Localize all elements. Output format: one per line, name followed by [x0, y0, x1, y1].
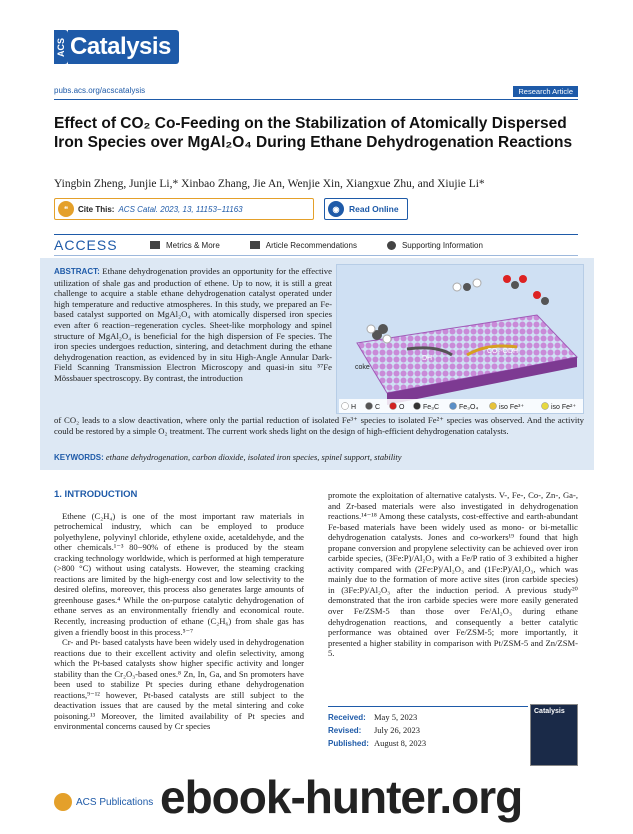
legend-label: O	[399, 404, 405, 411]
watermark: ebook-hunter.org	[160, 771, 523, 823]
abstract-text-bottom: of CO₂ leads to a slow deactivation, where only the partial reduction of isolated Fe³⁺ species to isolated Fe²⁺ species was observed. And the activity could be restored by a simple O₂ treatment. The current work sheds light on the design of high-efficient dehydrogenation catalysts.	[54, 415, 584, 436]
recommendations-link[interactable]	[250, 241, 357, 250]
metrics-label: Metrics & More	[166, 240, 220, 250]
acs-seal-icon	[54, 793, 72, 811]
legend-swatch	[414, 403, 421, 410]
intro-paragraph-3: promote the exploitation of alternative catalysts. V-, Fe-, Co-, Zn-, Ga-, and Zr-based materials were also investigated in dehydrogenation reactions.¹⁴⁻¹⁸ Among these catalysts, cost-effective and earth-abundant Fe-based materials have been widely used as mono- or bi-metallic dehydrogenation catalysts. Jones and co-workers¹⁹ found that high propane conversion and propylene selectivity can be achieved over iron carbide species, (3Fe:P)/Al₂O₃ with a Fe/P ratio of 3 exhibited a higher activity compared with (2Fe:P)/Al₂O₃ and (1Fe:P)/Al₂O₃, which was mainly due to the formation of more active sites (iron carbide species) in (3Fe:P)/Al₂O₃ after the induction period. A previous study²⁰ demonstrated that the iron carbide species were more easily generated over Fe/ZSM-5 than those over Fe/Al₂O₃ during ethane dehydrogenation reactions, and consequently a better catalytic performance was obtained over Fe/ZSM-5; more importantly, it presented a higher stability in comparison with Pt/ZSM-5 and Zn/ZSM-5.	[328, 490, 578, 659]
legend-swatch	[542, 403, 549, 410]
received-label: Received:	[328, 713, 366, 722]
revised-row	[328, 724, 528, 737]
published-row	[328, 737, 528, 750]
bar-chart-icon	[150, 241, 160, 249]
cite-label: Cite This:	[78, 204, 115, 214]
abstract-body-top: Ethane dehydrogenation provides an opportunity for the effective utilization of shale gas and production of ethene. Up to now, it is still a great challenge to acquire a stable ethane dehydrogenation catalyst operated under high temperature and reductive atmospheres. In this study, we prepared an Fe-based catalyst supported on MgAl₂O₄ with atomically dispersed iron species even after 6 reaction−regeneration cycles. Sheet-like morphology and spinel structure of MgAl₂O₄ is beneficial for the high dispersion of Fe species. The iron species undergoes reduction, sintering, and detachment during the ethane dehydrogenation reaction, as evidenced by in situ High-Angle Annular Dark-Field Scanning Transmission Electron Microscopy and quasi-in situ ⁵⁷Fe Mössbauer spectroscopy. By contrast, the introduction	[54, 266, 332, 383]
legend-label: Fe₃O₄	[459, 404, 479, 411]
logo-prefix: ACS	[54, 30, 68, 64]
toc-legend	[339, 399, 583, 413]
left-column	[54, 490, 304, 732]
metrics-link[interactable]	[150, 241, 220, 250]
journal-cover-thumbnail[interactable]	[530, 704, 578, 766]
journal-url-bar	[54, 86, 578, 98]
toc-graphic	[336, 264, 584, 414]
supporting-info-link[interactable]	[387, 241, 483, 250]
legend-swatch	[342, 403, 349, 410]
si-icon	[387, 241, 396, 250]
legend-label: H	[351, 404, 357, 411]
cover-title: Catalysis	[534, 708, 565, 715]
abstract-label: ABSTRACT:	[54, 267, 100, 276]
access-label: ACCESS	[54, 237, 118, 253]
recommendations-label: Article Recommendations	[265, 240, 357, 250]
keywords-line	[54, 452, 402, 462]
intro-heading: 1. INTRODUCTION	[54, 489, 138, 500]
abstract-panel	[40, 258, 594, 470]
right-column	[328, 490, 578, 659]
journal-logo[interactable]	[54, 30, 179, 64]
legend-label: iso Fe³⁺	[499, 404, 525, 411]
history-dates	[328, 706, 528, 750]
toc-illustration	[337, 265, 584, 414]
journal-url[interactable]: pubs.acs.org/acscatalysis	[54, 86, 146, 95]
toc-label-dh: DH	[422, 355, 433, 362]
author-list: Yingbin Zheng, Junjie Li,* Xinbao Zhang, Jie An, Wenjie Xin, Xiangxue Zhu, and Xiujie Li*	[54, 178, 485, 190]
header-rule	[54, 99, 578, 100]
published-date: August 8, 2023	[374, 738, 427, 748]
intro-paragraph-2: Cr- and Pt- based catalysts have been widely used in dehydrogenation reactions due to their excellent activity and olefin selectivity, among which the Pt-based catalysts show higher specific activity and longer stability than the Cr₂O₃-based ones.⁸ Zn, In, Ga, and Sn promoters have been used to stabilize Pt species during ethane dehydrogenation reactions,⁹⁻¹² however, Pt-based catalysts are still subject to the deactivation issues that are caused by the metal sintering and coke poisoning.¹³ Moreover, the limited availability of Pt species and environmental concerns caused by Cr species	[54, 637, 304, 732]
received-date: May 5, 2023	[374, 712, 418, 722]
revised-date: July 26, 2023	[374, 725, 421, 735]
cite-reference: ACS Catal. 2023, 13, 11153−11163	[118, 204, 243, 214]
toc-label-coke: coke	[355, 364, 370, 371]
logo-name: Catalysis	[68, 30, 179, 64]
globe-icon: ◉	[328, 201, 344, 217]
read-online-label: Read Online	[349, 204, 399, 214]
document-icon	[250, 241, 260, 249]
legend-swatch	[450, 403, 457, 410]
supporting-label: Supporting Information	[401, 240, 483, 250]
publisher-logo[interactable]	[54, 793, 153, 811]
legend-swatch	[490, 403, 497, 410]
read-online-button[interactable]	[324, 198, 408, 220]
legend-label: C	[375, 404, 381, 411]
abstract-text-top	[54, 266, 332, 384]
legend-swatch	[390, 403, 397, 410]
revised-label: Revised:	[328, 726, 362, 735]
legend-swatch	[366, 403, 373, 410]
quote-icon: ❝	[58, 201, 74, 217]
access-bar	[54, 234, 578, 256]
keywords-text: ethane dehydrogenation, carbon dioxide, isolated iron species, spinel support, stability	[105, 452, 402, 462]
published-label: Published:	[328, 739, 369, 748]
cite-this-box[interactable]	[54, 198, 314, 220]
keywords-label: KEYWORDS:	[54, 453, 104, 462]
article-type-badge: Research Article	[513, 86, 578, 97]
legend-label: Fe₃C	[423, 404, 440, 411]
article-title: Effect of CO₂ Co-Feeding on the Stabilization of Atomically Dispersed Iron Species over MgAl₂O₄ During Ethane Dehydrogenation Reactions	[54, 115, 573, 151]
received-row	[328, 711, 528, 724]
intro-paragraph-1: Ethene (C₂H₄) is one of the most important raw materials in petrochemical industry, which can be employed to produce polyethylene, polyvinyl chloride, ethylene oxide, acetaldehyde, and the other chemicals.¹⁻³ 80−90% of ethene is produced by the steam cracking technology worldwide, which is performed at high temperature (>800 °C) without using catalysts. However, the steaming cracking reactions are limited by the high-energy cost and low selectivity to the desired olefins, moreover, this process also generates large amounts of greenhouse gases.⁴ While the on-purpose catalytic dehydrogenation of ethane serves as an environmentally friendly and economical route. Recently, increasing production of ethane (C₂H₆) from shale gas has given a friendly boost in this process.⁵⁻⁷	[54, 510, 304, 637]
legend-label: iso Fe²⁺	[551, 404, 577, 411]
publisher-name: ACS Publications	[76, 796, 154, 808]
toc-label-co2odh: CO₂-ODH	[487, 348, 519, 355]
